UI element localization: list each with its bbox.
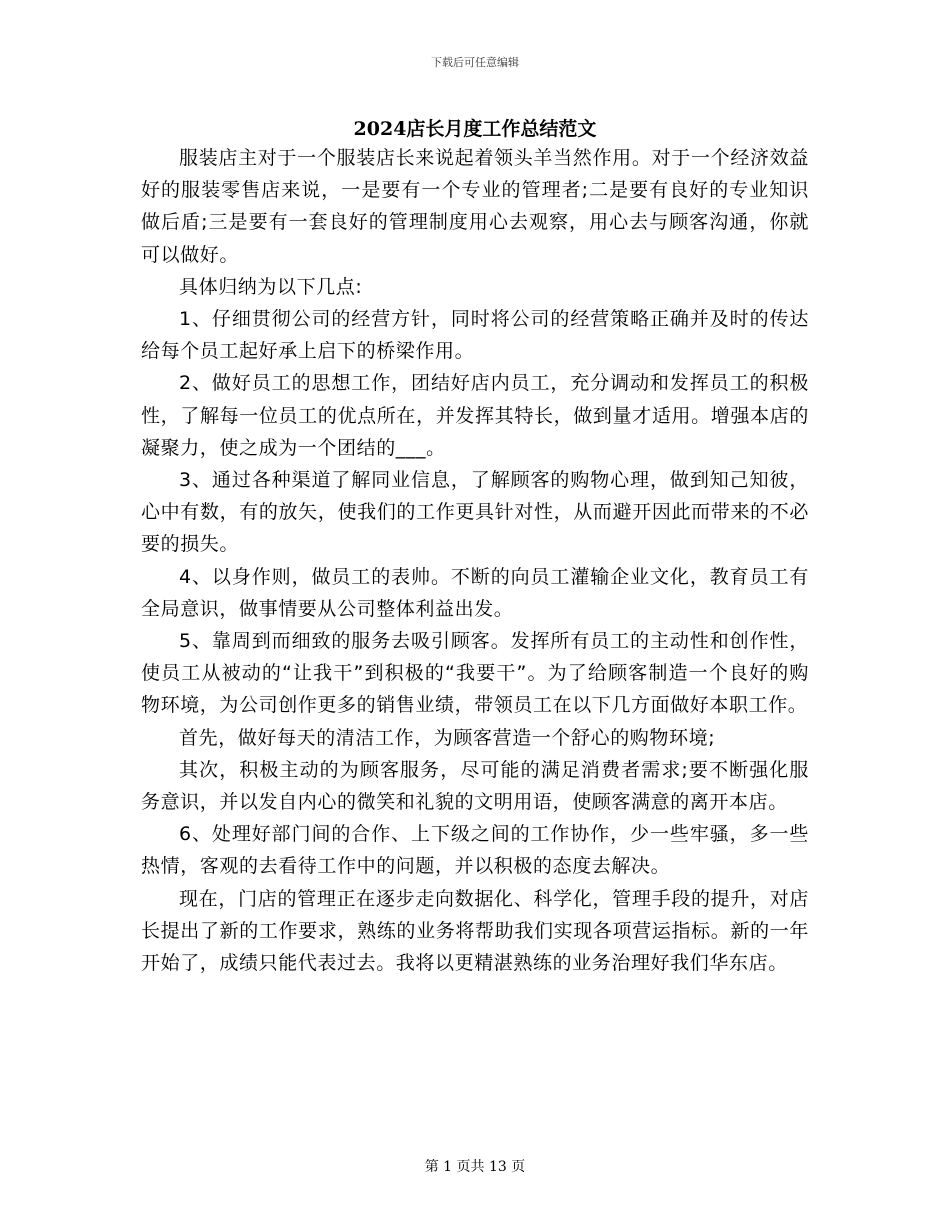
paragraph: 5、靠周到而细致的服务去吸引顾客。发挥所有员工的主动性和创作性，使员工从被动的“让我干”到积极的“我要干”。为了给顾客制造一个良好的购物环境，为公司创作更多的销售业绩，带领员工在以下几方面做好本职工作。: [141, 630, 809, 717]
paragraph: 具体归纳为以下几点:: [179, 275, 363, 298]
paragraph: 现在，门店的管理正在逐步走向数据化、科学化，管理手段的提升，对店长提出了新的工作要求，熟练的业务将帮助我们实现各项营运指标。新的一年开始了，成绩只能代表过去。我将以更精湛熟练的业务治理好我们华东店。: [141, 887, 809, 975]
paragraph: 其次，积极主动的为顾客服务，尽可能的满足消费者需求;要不断强化服务意识，并以发自内心的微笑和礼貌的文明用语，使顾客满意的离开本店。: [141, 758, 809, 814]
paragraph: 2、做好员工的思想工作，团结好店内员工，充分调动和发挥员工的积极性，了解每一位员工的优点所在，并发挥其特长，做到量才适用。增强本店的凝聚力，使之成为一个团结的___。: [141, 372, 809, 459]
header-note: 下载后可任意编辑: [431, 56, 519, 69]
paragraph: 6、处理好部门间的合作、上下级之间的工作协作，少一些牢骚，多一些热情，客观的去看待工作中的问题，并以积极的态度去解决。: [141, 823, 809, 878]
page-footer: 第 1 页共 13 页: [424, 1159, 526, 1175]
paragraph: 3、通过各种渠道了解同业信息，了解顾客的购物心理，做到知己知彼，心中有数，有的放矢，使我们的工作更具针对性，从而避开因此而带来的不必要的损失。: [141, 469, 809, 556]
paragraph: 服装店主对于一个服装店长来说起着领头羊当然作用。对于一个经济效益好的服装零售店来说，一是要有一个专业的管理者;二是要有良好的专业知识做后盾;三是要有一套良好的管理制度用心去观察，用心去与顾客沟通，你就可以做好。: [141, 147, 809, 266]
paragraph: 首先，做好每天的清洁工作，为顾客营造一个舒心的购物环境;: [179, 726, 716, 749]
document-title: 2024店长月度工作总结范文: [353, 118, 597, 140]
paragraph: 4、以身作则，做员工的表帅。不断的向员工灌输企业文化，教育员工有全局意识，做事情要从公司整体利益出发。: [141, 565, 809, 620]
paragraph: 1、仔细贯彻公司的经营方针，同时将公司的经营策略正确并及时的传达给每个员工起好承上启下的桥梁作用。: [141, 308, 809, 363]
document-body: [141, 142, 809, 979]
